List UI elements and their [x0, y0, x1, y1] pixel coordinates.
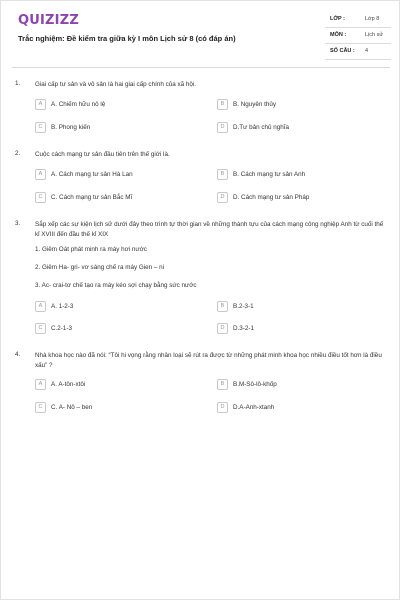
option-text: B. Phong kiến [51, 124, 91, 131]
option-a[interactable] [35, 99, 205, 111]
option-a[interactable] [35, 169, 205, 181]
sequence-item: 2. Giêm Ha- gri- vơ sáng chế ra máy Gien – ni [35, 264, 165, 271]
option-d[interactable] [217, 323, 387, 335]
meta-count-value: 4 [365, 48, 369, 54]
option-text: A. 1-2-3 [51, 303, 74, 310]
option-c[interactable] [35, 323, 205, 335]
option-d[interactable] [217, 402, 387, 414]
option-letter-box: A [35, 301, 46, 312]
option-letter-box: A [35, 379, 46, 390]
option-letter-box: C [35, 402, 46, 413]
meta-subject-value: Lịch sử [365, 32, 384, 38]
meta-subject-label: MÔN : [330, 32, 347, 38]
meta-divider [325, 43, 391, 44]
option-b[interactable] [217, 99, 387, 111]
option-b[interactable] [217, 379, 387, 391]
question-number: 2. [15, 150, 21, 157]
option-letter-box: C [35, 323, 46, 334]
question-text: Nhà khoa học nào đã nói: “Tôi hi vọng rằng nhân loại sẽ rút ra được từ những phát minh khoa học nhiều điều tốt hơn là điều xấu” ? [35, 352, 382, 369]
option-text: A. Chiếm hữu nô lệ [51, 101, 106, 108]
meta-class-value: Lớp 8 [365, 16, 380, 22]
option-letter-box: D [217, 122, 228, 133]
option-letter-box: D [217, 402, 228, 413]
option-letter-box: B [217, 169, 228, 180]
option-text: C. A- Nô – ben [51, 404, 93, 411]
question-text: Sắp xếp các sự kiện lịch sử dưới đây theo trình tự thời gian về những thành tựu của cách mạng công nghiệp Anh từ cuối thế kỉ XVIII đến đầu thế kỉ XIX [35, 221, 384, 238]
option-text: A. Cách mạng tư sản Hà Lan [51, 171, 133, 178]
option-text: A. A-tôn-xtôi [51, 381, 86, 388]
option-text: B. Cách mạng tư sản Anh [233, 171, 306, 178]
option-d[interactable] [217, 122, 387, 134]
quizizz-logo: QUIZIZZ [18, 13, 79, 28]
option-a[interactable] [35, 379, 205, 391]
option-c[interactable] [35, 122, 205, 134]
meta-divider [325, 59, 391, 60]
meta-count [321, 45, 393, 59]
option-d[interactable] [217, 192, 387, 204]
option-text: D. Cách mạng tư sản Pháp [233, 194, 310, 201]
option-letter-box: A [35, 169, 46, 180]
option-text: D.3-2-1 [233, 325, 254, 332]
sequence-item: 1. Giêm Oát phát minh ra máy hơi nước [35, 246, 147, 253]
option-text: B. Nguyên thủy [233, 101, 277, 108]
meta-count-label: SỐ CÂU : [330, 48, 355, 54]
meta-class-label: LỚP : [330, 16, 345, 22]
option-text: C.2-1-3 [51, 325, 72, 332]
option-letter-box: C [35, 192, 46, 203]
option-letter-box: D [217, 192, 228, 203]
question-text: Giai cấp tư sản và vô sản là hai giai cấp chính của xã hội. [35, 81, 197, 88]
option-text: D.A-Anh-xtanh [233, 404, 275, 411]
option-a[interactable] [35, 301, 205, 313]
option-letter-box: B [217, 99, 228, 110]
option-letter-box: A [35, 99, 46, 110]
meta-panel [321, 11, 393, 69]
worksheet-title: Trắc nghiệm: Đề kiểm tra giữa kỳ I môn Lịch sử 8 (có đáp án) [18, 34, 236, 43]
meta-divider [325, 27, 391, 28]
option-letter-box: C [35, 122, 46, 133]
header-divider [12, 67, 390, 68]
option-text: B.2-3-1 [233, 303, 254, 310]
option-text: B.M-Sô-lô-khốp [233, 381, 277, 388]
option-letter-box: B [217, 379, 228, 390]
option-c[interactable] [35, 192, 205, 204]
option-text: C. Cách mạng tư sản Bắc Mĩ [51, 194, 133, 201]
option-letter-box: D [217, 323, 228, 334]
question-number: 4. [15, 351, 21, 358]
option-letter-box: B [217, 301, 228, 312]
question-text: Cuộc cách mạng tư sản đầu tiên trên thế giới là. [35, 151, 170, 158]
sequence-item: 3. Ac- crai-tơ chế tạo ra máy kéo sợi chạy bằng sức nước [35, 282, 197, 289]
option-b[interactable] [217, 301, 387, 313]
option-b[interactable] [217, 169, 387, 181]
question-number: 1. [15, 80, 21, 87]
meta-class [321, 13, 393, 27]
question-number: 3. [15, 220, 21, 227]
option-text: D.Tư bản chủ nghĩa [233, 124, 290, 131]
meta-subject [321, 29, 393, 43]
option-c[interactable] [35, 402, 205, 414]
